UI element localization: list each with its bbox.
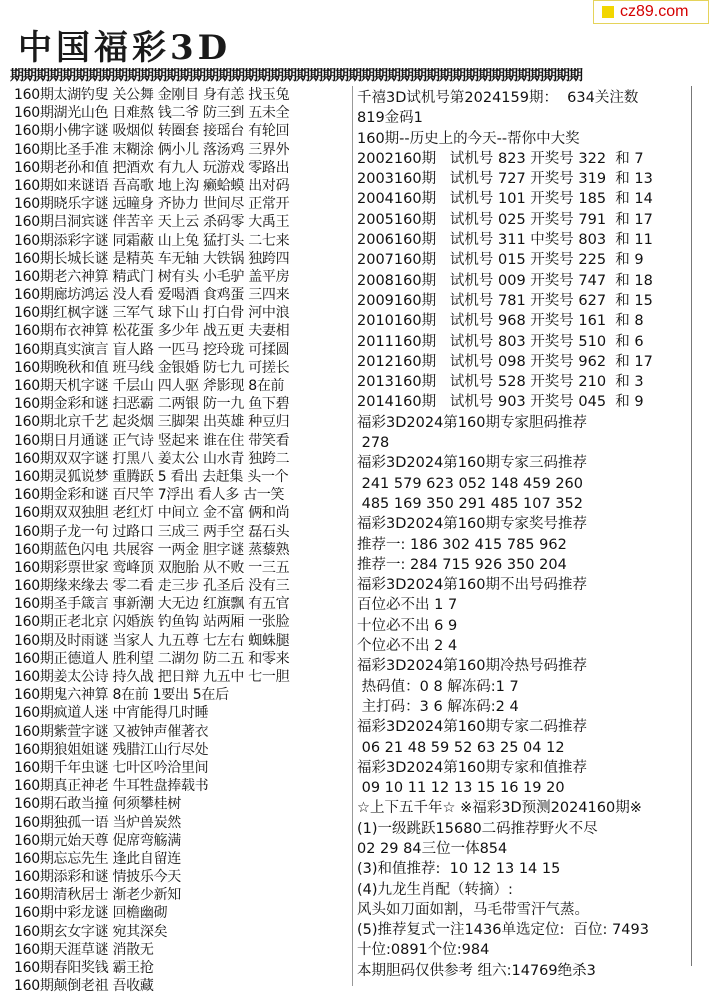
forecast-line: 2009160期 试机号 781 开奖号 627 和 15 — [357, 292, 653, 309]
forecast-line: 278 — [357, 435, 390, 452]
riddle-row: 160期彩票世家 鸾峰顶 双胞胎 从不败 一三五 — [14, 559, 290, 576]
site-url[interactable]: cz89.com — [620, 3, 689, 20]
riddle-row: 160期比圣手准 末糊涂 俩小儿 落汤鸡 三界外 — [14, 141, 290, 158]
right-forecast-column — [357, 88, 689, 981]
riddle-row: 160期布衣神算 松花蛋 多少年 战五更 夫妻相 — [14, 323, 290, 340]
column-divider — [352, 86, 353, 986]
riddle-row: 160期姜太公诗 持久战 把日辩 九五中 七一胆 — [14, 669, 290, 685]
forecast-line: 819金码1 — [357, 110, 423, 127]
riddle-row: 160期正老北京 闪婚族 钓鱼钩 站两厢 一张脸 — [14, 614, 290, 631]
riddle-row: 160期疯道人迷 中宵能得几时睡 — [14, 705, 209, 722]
forecast-line: 个位必不出 2 4 — [357, 638, 458, 655]
forecast-line: 06 21 48 59 52 63 25 04 12 — [357, 739, 565, 756]
forecast-line: 福彩3D2024第160期不出号码推荐 — [357, 577, 587, 594]
forecast-line: 2006160期 试机号 311 中奖号 803 和 11 — [357, 232, 653, 249]
forecast-line: 推荐一: 186 302 415 785 962 — [357, 536, 567, 553]
riddle-row: 160期北京千艺 起炎烟 三脚架 出英雄 种豆归 — [14, 414, 290, 431]
riddle-row: 160期春阳奖钱 霸王抢 — [14, 960, 154, 976]
forecast-line: 福彩3D2024第160期冷热号码推荐 — [357, 658, 587, 675]
forecast-line: (4)九龙生肖配（转摘）: — [357, 881, 513, 898]
riddle-row: 160期中彩龙谜 回檐幽砌 — [14, 905, 168, 922]
forecast-line: 十位:0891个位:984 — [357, 942, 490, 959]
forecast-line: ☆上下五千年☆ ※福彩3D预测2024160期※ — [357, 800, 642, 817]
riddle-row: 160期忘忘先生 逢此自留连 — [14, 850, 181, 867]
riddle-row: 160期双双字谜 打黑八 姜太公 山水青 独跨二 — [14, 450, 290, 467]
forecast-line: (1)一级跳跃15680二码推荐野火不尽 — [357, 820, 598, 837]
riddle-row: 160期金彩和谜 百尺竿 7浮出 看人多 古一笑 — [14, 487, 285, 504]
forecast-line: 2011160期 试机号 803 开奖号 510 和 6 — [357, 333, 644, 350]
forecast-line: 241 579 623 052 148 459 260 — [357, 475, 583, 492]
forecast-line: 2005160期 试机号 025 开奖号 791 和 17 — [357, 211, 653, 228]
riddle-row: 160期金彩和谜 扫恶霸 二两银 防一九 鱼下碧 — [14, 396, 290, 413]
riddle-row: 160期太湖钓叟 关公舞 金刚目 身有恙 找玉兔 — [14, 87, 290, 103]
riddle-row: 160期鬼六神算 8在前 1要出 5在后 — [14, 687, 229, 704]
forecast-line: 02 29 84三位一体854 — [357, 840, 508, 857]
forecast-line: (5)推荐复式一注1436单选定位: 百位: 7493 — [357, 922, 649, 939]
riddle-row: 160期廊坊鸿运 没人看 爱喝酒 食鸡蛋 三四来 — [14, 287, 290, 304]
riddle-row: 160期元始天尊 促席弯觞满 — [14, 832, 181, 849]
riddle-row: 160期如来谜语 吾高歌 地上沟 癞蛤蟆 出对码 — [14, 177, 290, 194]
forecast-line: 千禧3D试机号第2024159期： 634关注数 — [357, 90, 639, 106]
riddle-row: 160期添彩字谜 同霜蔽 山上兔 猛打头 二七来 — [14, 232, 290, 249]
page-title: 中国福彩3D — [18, 28, 232, 68]
forecast-line: 09 10 11 12 13 15 16 19 20 — [357, 780, 565, 797]
riddle-row: 160期天涯草谜 消散无 — [14, 941, 154, 958]
banner-strip: 期期期期期期期期期期期期期期期期期期期期期期期期期期期期期期期期期期期期期期期期期期期期 — [10, 68, 582, 84]
riddle-row: 160期石敢当撞 何须攀桂树 — [14, 796, 181, 813]
riddle-row: 160期正德道人 胜利望 二湖勿 防二五 和零来 — [14, 650, 290, 667]
forecast-line: 2007160期 试机号 015 开奖号 225 和 9 — [357, 252, 644, 269]
forecast-line: 2003160期 试机号 727 开奖号 319 和 13 — [357, 171, 653, 188]
riddle-row: 160期独孤一语 当炉兽炭然 — [14, 814, 181, 831]
riddle-row: 160期清秋居士 渐老少新知 — [14, 887, 181, 904]
riddle-row: 160期圣手箴言 事新潮 大无边 红旗飘 有五官 — [14, 596, 290, 613]
riddle-row: 160期及时雨谜 当家人 九五尊 七左右 蜘蛛腿 — [14, 632, 290, 649]
forecast-line: 2014160期 试机号 903 开奖号 045 和 9 — [357, 394, 644, 411]
forecast-line: 160期--历史上的今天--帮你中大奖 — [357, 130, 580, 147]
riddle-row: 160期双双独胆 老红灯 中间立 金不富 俩和尚 — [14, 505, 290, 522]
forecast-line: 福彩3D2024第160期专家胆码推荐 — [357, 414, 587, 431]
forecast-line: 福彩3D2024第160期专家三码推荐 — [357, 455, 587, 472]
forecast-line: 风头如刀面如割，马毛带雪汗气蒸。 — [357, 901, 589, 918]
riddle-row: 160期天机字谜 千层山 四人驱 斧影现 8在前 — [14, 378, 285, 394]
riddle-row: 160期子龙一句 过路口 三成三 两手空 磊石头 — [14, 523, 290, 540]
riddle-row: 160期湖光山色 日难熬 钱二爷 防三到 五未全 — [14, 105, 290, 122]
forecast-line: (3)和值推荐: 10 12 13 14 15 — [357, 861, 561, 878]
riddle-row: 160期真正神老 牛耳牲盘捧载书 — [14, 778, 209, 795]
riddle-row: 160期红枫字谜 三军气 球下山 打白骨 河中浪 — [14, 305, 290, 322]
riddle-row: 160期老六神算 精武门 树有头 小毛驴 盖平房 — [14, 268, 290, 285]
forecast-line: 热码值：0 8 解冻码:1 7 — [357, 678, 519, 695]
forecast-line: 2010160期 试机号 968 开奖号 161 和 8 — [357, 313, 644, 330]
forecast-line: 福彩3D2024第160期专家奖号推荐 — [357, 516, 587, 533]
riddle-row: 160期长城长谜 是精英 车无轴 大铁锅 独跨四 — [14, 250, 290, 267]
riddle-row: 160期灵狐说梦 重腾跃 5 看出 去赶集 头一个 — [14, 468, 289, 485]
logo-square-icon — [602, 6, 614, 18]
forecast-line: 主打码：3 6 解冻码:2 4 — [357, 698, 519, 715]
riddle-row: 160期晚秋和值 班马线 金银婚 防七九 可搓长 — [14, 359, 290, 376]
forecast-line: 2012160期 试机号 098 开奖号 962 和 17 — [357, 353, 653, 370]
forecast-line: 福彩3D2024第160期专家和值推荐 — [357, 759, 587, 776]
riddle-row: 160期日月通谜 正气诗 竖起来 谁在住 带笑看 — [14, 432, 290, 449]
forecast-line: 百位必不出 1 7 — [357, 597, 458, 614]
riddle-row: 160期千年虫谜 七叶区吟洽里间 — [14, 759, 209, 776]
forecast-line: 十位必不出 6 9 — [357, 617, 458, 634]
riddle-row: 160期紫萱字谜 又被钟声催著衣 — [14, 723, 209, 740]
riddle-row: 160期玄女字谜 宛其深矣 — [14, 923, 168, 940]
riddle-row: 160期蓝色闪电 共展容 一两金 胆字谜 蒸藜熟 — [14, 541, 290, 558]
riddle-row: 160期添彩和谜 情披乐今天 — [14, 869, 181, 886]
site-badge[interactable] — [593, 0, 709, 24]
forecast-line: 485 169 350 291 485 107 352 — [357, 495, 583, 512]
riddle-row: 160期缘来缘去 零二看 走三步 孔圣后 没有三 — [14, 578, 290, 595]
forecast-line: 本期胆码仅供参考 组六:14769绝杀3 — [357, 962, 596, 979]
riddle-row: 160期吕洞宾谜 伴苦辛 天上云 杀码零 大禹王 — [14, 214, 290, 231]
riddle-row: 160期真实演言 盲人路 一匹马 挖玲珑 可揉圆 — [14, 341, 290, 358]
riddle-row: 160期狼姐姐谜 残腊江山行尽处 — [14, 741, 209, 758]
forecast-line: 推荐一: 284 715 926 350 204 — [357, 556, 567, 573]
forecast-line: 2004160期 试机号 101 开奖号 185 和 14 — [357, 191, 653, 208]
riddle-row: 160期颠倒老祖 吾收藏 — [14, 978, 154, 995]
left-riddle-column — [14, 86, 354, 995]
riddle-row: 160期老孙和值 把酒欢 有九人 玩游戏 零路出 — [14, 159, 290, 176]
forecast-line: 2008160期 试机号 009 开奖号 747 和 18 — [357, 272, 653, 289]
forecast-line: 2002160期 试机号 823 开奖号 322 和 7 — [357, 150, 644, 167]
forecast-line: 福彩3D2024第160期专家二码推荐 — [357, 719, 587, 736]
riddle-row: 160期小佛字谜 吸烟似 转圈套 接瑶台 有轮回 — [14, 123, 290, 140]
forecast-line: 2013160期 试机号 528 开奖号 210 和 3 — [357, 374, 644, 391]
right-border — [691, 86, 692, 966]
riddle-row: 160期晓乐字谜 远瞳身 齐协力 世间尽 正常开 — [14, 196, 290, 213]
